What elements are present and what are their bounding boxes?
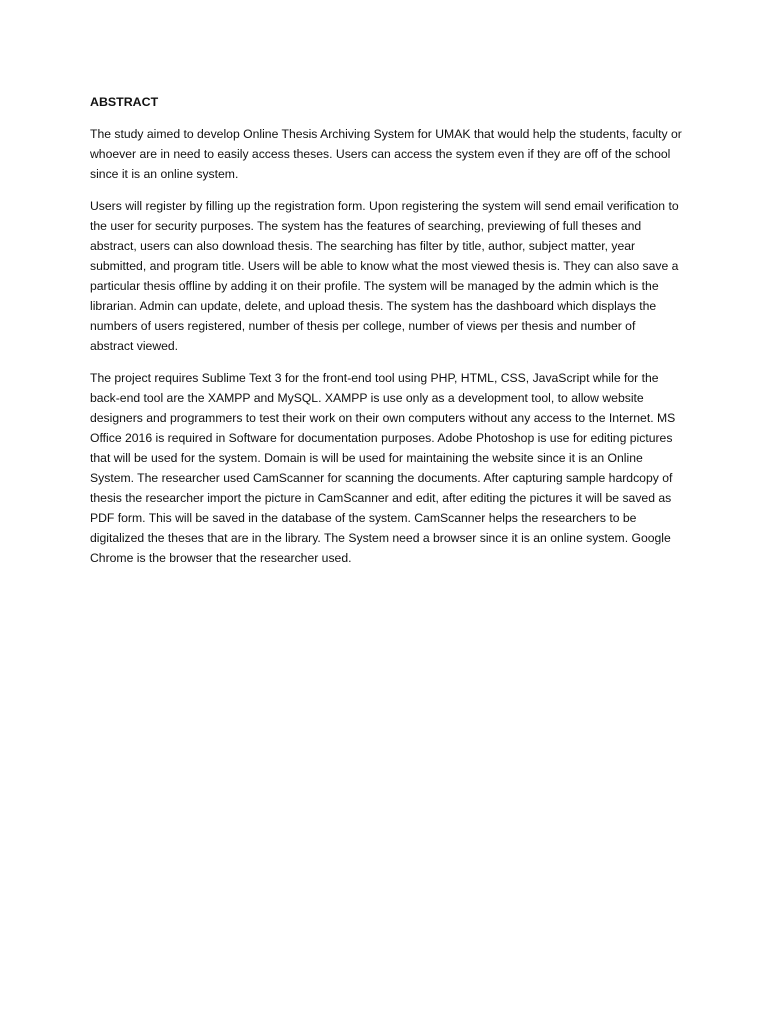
abstract-paragraph-2: Users will register by filling up the registration form. Upon registering the system will send email verification to the user for security purposes. The system has the features of searching, previewing of full theses and abstract, users can also download thesis. The searching has filter by title, author, subject matter, year submitted, and program title. Users will be able to know what the most viewed thesis is. They can also save a particular thesis offline by adding it on their profile. The system will be managed by the admin which is the librarian. Admin can update, delete, and upload thesis. The system has the dashboard which displays the numbers of users registered, number of thesis per college, number of views per thesis and number of abstract viewed.	[90, 199, 679, 353]
abstract-paragraph-1: The study aimed to develop Online Thesis Archiving System for UMAK that would help the students, faculty or whoever are in need to easily access theses. Users can access the system even if they are off of the school since it is an online system.	[90, 127, 682, 181]
abstract-paragraph-3: The project requires Sublime Text 3 for the front-end tool using PHP, HTML, CSS, JavaScript while for the back-end tool are the XAMPP and MySQL. XAMPP is use only as a development tool, to allow website designers and programmers to test their work on their own computers without any access to the Internet. MS Office 2016 is required in Software for documentation purposes. Adobe Photoshop is use for editing pictures that will be used for the system. Domain is will be used for maintaining the website since it is an Online System. The researcher used CamScanner for scanning the documents. After capturing sample hardcopy of thesis the researcher import the picture in CamScanner and edit, after editing the pictures it will be saved as PDF form. This will be saved in the database of the system. CamScanner helps the researchers to be digitalized the theses that are in the library. The System need a browser since it is an online system. Google Chrome is the browser that the researcher used.	[90, 371, 676, 565]
abstract-heading: ABSTRACT	[90, 95, 159, 109]
abstract-section	[90, 92, 682, 580]
